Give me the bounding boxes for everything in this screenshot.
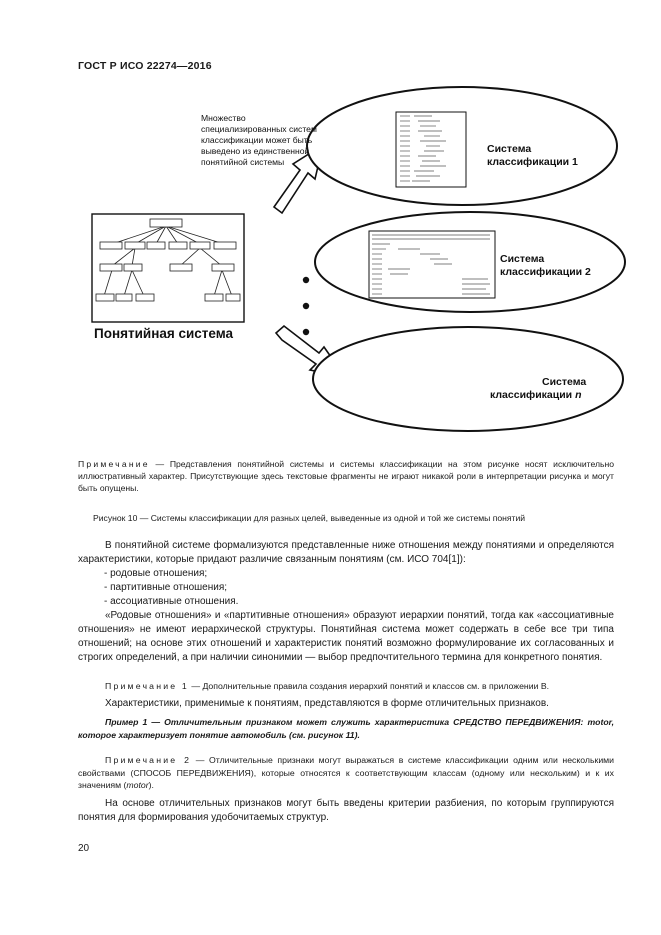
label-multi-line-5: понятийной системы [201,157,285,167]
figure-10 [0,0,661,450]
system-1-label-line-2: классификации 1 [487,156,578,168]
classification-table-1 [396,112,466,187]
page-number: 20 [78,843,90,854]
label-multi-line-2: специализированных систем [201,124,317,134]
concept-system-label: Понятийная система [94,326,234,341]
system-1-label-line-1: Система [487,143,532,155]
page-header: ГОСТ Р ИСО 22274—2016 [78,60,212,72]
label-multi-line-1: Множество [201,113,246,123]
paragraph-4: На основе отличительных признаков могут быть введены критерии разбиения, по которым группируются понятия для формирования удобочитаемых структур. [78,798,614,823]
paragraph-3: Характеристики, применимые к понятиям, представляются в форме отличительных признаков. [105,698,549,709]
label-multi-line-4: выведено из единственной [201,146,310,156]
figure-note: Примечание — Представления понятийной системы и системы классификации на этом рисунке носят исключительно иллюстративный характер. Присутствующие здесь текстовые фрагменты не играют никакой роли в интерпретации рисунка и могут быть опущены. [78,459,614,493]
classification-table-2 [369,231,495,298]
system-n-label-line-1: Система [542,376,587,388]
list-item: - ассоциативные отношения. [104,596,239,607]
system-2-label-line-1: Система [500,253,545,265]
figure-caption: Рисунок 10 — Системы классификации для разных целей, выведенные из одной и той же системы понятий [93,513,526,523]
paragraph-1: В понятийной системе формализуются представленные ниже отношения между понятиями и определяются характеристики, которые придают различие связанным понятиям (см. ИСО 704[1]): [78,540,614,565]
example-1: Пример 1 — Отличительным признаком может служить характеристика СРЕДСТВО ПЕРЕДВИЖЕНИЯ: motor, которое характеризует понятие автомобиль (см. рисунок 11). [78,717,614,740]
system-n-label-line-2: классификации n [490,389,582,401]
label-multi-line-3: классификации может быть [201,135,313,145]
dot [303,303,309,309]
dot [303,277,309,283]
paragraph-2: «Родовые отношения» и «партитивные отношения» образуют иерархии понятий, тогда как «ассоциативные отношения» не имеют иерархической структуры. Понятийная система может содержать в себе все три типа отношений; на основе этих отношений и характеристик понятий возможно формулирование их согласованных и строгих определений, а при наличии синонимии — выбор предпочтительного термина для конкретного понятия. [78,610,614,663]
note-1: Примечание 1 — Дополнительные правила создания иерархий понятий и классов см. в приложении В. [105,681,550,691]
system-2-label-line-2: классификации 2 [500,266,591,278]
concept-system-diagram [92,214,244,322]
note-2: Примечание 2 — Отличительные признаки могут выражаться в системе классификации одним или несколькими свойствами (СПОСОБ ПЕРЕДВИЖЕНИЯ), которые относятся к соответствующим классам (одному или нескольким) и к их значениям (motor). [78,755,614,790]
dot [303,329,309,335]
list-item: - партитивные отношения; [104,582,228,593]
list-item: - родовые отношения; [104,568,208,579]
